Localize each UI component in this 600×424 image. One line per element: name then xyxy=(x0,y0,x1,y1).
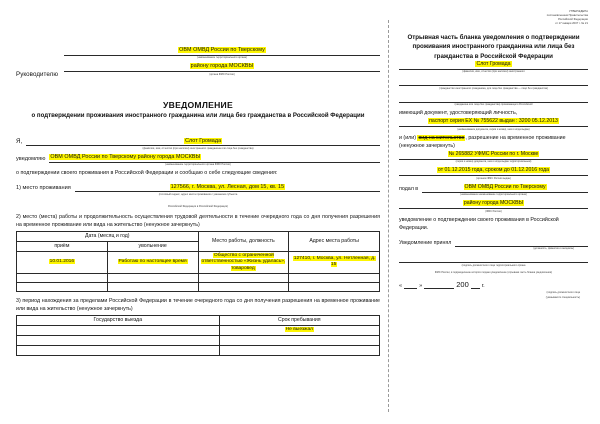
work-hire-cell[interactable] xyxy=(17,251,108,273)
work-address-value: 127410, г. Москва, ул. Нетленная, д. 15 xyxy=(293,256,376,268)
submitted-district-line[interactable] xyxy=(399,200,588,209)
title-subtitle: о подтверждении проживания иностранного гражданина или лица без гражданства в Российской Федерации xyxy=(31,111,365,119)
work-empty-cell[interactable] xyxy=(198,274,289,283)
work-empty-cell[interactable] xyxy=(198,283,289,292)
tear-off-part xyxy=(389,8,594,418)
confirmation-statement: о подтверждении своего проживания в Российской Федерации и сообщаю о себе следующие сведения: xyxy=(16,170,278,177)
document-columns xyxy=(6,8,594,418)
residence-line[interactable] xyxy=(75,183,380,193)
date-quote-open: « xyxy=(399,283,403,290)
permit-prefix: и (или) xyxy=(399,134,418,141)
work-table xyxy=(16,231,380,292)
approval-line-1: УТВЕРЖДЕНА xyxy=(569,10,588,13)
residence-row xyxy=(16,183,380,193)
addressee-district-line[interactable] xyxy=(64,62,380,72)
work-section-heading: 2) место (места) работы и продолжительность осуществления трудовой деятельности в течение очередного года со дня получения разрешения на временное проживание или вида на жительство (ненужное зачеркнуть) xyxy=(16,213,380,229)
addressee-district-value: району города МОСКВЫ xyxy=(190,63,254,70)
official-signature-line[interactable] xyxy=(399,254,588,263)
work-fire-value: Работаю по настоящее время xyxy=(118,259,187,265)
submitted-to-caption: (наименование наименование территориального органа) xyxy=(460,193,527,197)
submitted-to-line[interactable] xyxy=(422,184,588,193)
date-month-field[interactable] xyxy=(424,288,454,289)
work-address-cell[interactable] xyxy=(289,251,380,273)
work-hire-header: приём xyxy=(17,242,108,252)
addressee-block xyxy=(16,46,380,79)
applicant-name-line[interactable] xyxy=(26,137,380,147)
work-place-value: Общество с ограниченной ответственностью «Жизнь удалась», товаровед xyxy=(201,252,286,271)
tear-off-name-caption: (фамилия, имя, отчество (при наличии) иностранного xyxy=(462,70,525,74)
abroad-table-head xyxy=(17,316,380,326)
tear-off-extra-caption: гражданина или лица без гражданства) проживающего Российской xyxy=(454,103,533,107)
work-place-header: Место работы, должность xyxy=(198,232,289,252)
abroad-table-header-row xyxy=(17,316,380,326)
residence-value: 127566, г. Москва, ул. Лесная, дом 15, кв. 15 xyxy=(170,183,285,190)
date-year-field[interactable] xyxy=(471,288,480,289)
work-table-head xyxy=(17,232,380,252)
passport-caption: (наименование документа, серия и номер, кем и когда выдан) xyxy=(457,127,530,131)
accepted-by-line[interactable] xyxy=(455,238,588,247)
work-table-header-row-1 xyxy=(17,232,380,242)
date-row xyxy=(399,280,588,289)
permit-number-value: № 265882 УФМС России по г. Москве xyxy=(448,150,539,157)
tear-off-extra-line[interactable] xyxy=(399,94,588,103)
abroad-empty-cell[interactable] xyxy=(17,336,220,346)
table-row[interactable] xyxy=(17,326,380,336)
submitted-to-value: ОВМ ОМВД России по Тверскому xyxy=(464,183,546,190)
page-title xyxy=(16,100,380,121)
accepted-by-label: Уведомление принял xyxy=(399,239,452,246)
addressee-fields xyxy=(64,46,380,79)
approval-line-3: Российской Федерации xyxy=(558,17,588,21)
permit-suffix: , разрешение на временное проживание (ненужное зачеркнуть) xyxy=(399,134,566,149)
table-row[interactable] xyxy=(17,336,380,346)
official-signature-caption-2: ФМС России, в подразделение которого подано уведомление (отрывная часть бланка уведомления) xyxy=(434,270,553,274)
abroad-empty-cell[interactable] xyxy=(219,346,379,356)
abroad-table xyxy=(16,315,380,356)
tear-off-name-value: Слот Громада xyxy=(476,60,511,67)
work-hire-value: 10.01.2016 xyxy=(49,259,75,265)
tear-off-title: Отрывная часть бланка уведомления о подтверждении проживания иностранного гражданина или лица без гражданства в Российской Федерации xyxy=(407,33,580,60)
notify-org-caption: (наименование территориального органа ФМС России) xyxy=(165,163,231,167)
work-address-header: Адрес места работы xyxy=(289,232,380,252)
applicant-name-value: Слот Громада xyxy=(185,137,222,144)
permit-term-line[interactable] xyxy=(399,167,588,175)
applicant-name-caption: (фамилия, имя, отчество (при наличии) иностранного гражданина или лица без гражданства) xyxy=(142,146,254,150)
abroad-empty-cell[interactable] xyxy=(219,336,379,346)
permit-text xyxy=(399,135,588,151)
submitted-to-row xyxy=(399,184,588,193)
addressee-district-caption: (органа ФМС России) xyxy=(209,72,235,76)
work-empty-cell[interactable] xyxy=(17,274,108,283)
notify-org-label: уведомляю xyxy=(16,155,46,162)
permit-number-line[interactable] xyxy=(399,151,588,159)
residence-caption: (почтовый индекс, адрес места проживания с указанием субъекта xyxy=(158,192,238,196)
work-empty-cell[interactable] xyxy=(289,274,380,283)
permit-number-caption: (серия и номер документа, кем и когда выдан территориальным) xyxy=(455,160,532,164)
title-main: УВЕДОМЛЕНИЕ xyxy=(163,99,233,110)
work-empty-cell[interactable] xyxy=(107,274,198,283)
stamp-caption-1: (подпись должностного лица xyxy=(546,291,580,295)
date-day-field[interactable] xyxy=(404,288,417,289)
notify-org-row xyxy=(16,153,380,163)
submitted-to-label: подал в xyxy=(399,185,419,192)
accepted-by-row xyxy=(399,238,588,247)
work-empty-cell[interactable] xyxy=(289,283,380,292)
work-fire-header: увольнение xyxy=(107,242,198,252)
applicant-name-row xyxy=(16,137,380,147)
abroad-term-cell[interactable] xyxy=(219,326,379,336)
permit-term-caption: (органом ФМС России выдан) xyxy=(476,176,511,180)
work-table-body xyxy=(17,251,380,291)
work-fire-cell[interactable] xyxy=(107,251,198,273)
permit-struck-option: вид на жительство xyxy=(418,134,465,141)
work-empty-cell[interactable] xyxy=(17,283,108,292)
passport-value: паспорт серия ЕХ № 755622 выдан : 3200 05.12.2013 xyxy=(429,118,558,125)
date-year-prefix: 200 xyxy=(456,280,469,290)
date-year-suffix: г. xyxy=(481,283,485,290)
notification-main-part xyxy=(6,8,388,418)
abroad-state-header: Государство выезда xyxy=(17,316,220,326)
notify-org-line[interactable] xyxy=(49,153,380,163)
accepted-by-caption: (должность, фамилия и инициалы) xyxy=(533,247,574,251)
tear-off-citizenship-caption: (гражданство иностранного гражданина, для лица без гражданства — лицо без гражданства) xyxy=(439,86,548,90)
passport-line[interactable] xyxy=(399,118,588,126)
identity-doc-text: имеющий документ, удостоверяющий личность, xyxy=(399,110,518,117)
residence-label: 1) место проживания xyxy=(16,185,71,192)
table-row[interactable] xyxy=(17,251,380,273)
date-quote-close: » xyxy=(419,283,423,290)
tear-off-citizenship-line[interactable] xyxy=(399,77,588,86)
stamp-caption-2: (указывается специальность) xyxy=(545,296,580,300)
table-row[interactable] xyxy=(17,274,380,283)
final-statement: уведомление о подтверждении своего проживания в Российской Федерации. xyxy=(399,216,559,231)
work-place-cell[interactable] xyxy=(198,251,289,273)
applicant-name-label: Я, xyxy=(16,138,23,146)
approval-line-2: постановлением Правительства xyxy=(546,13,588,17)
submitted-district-caption: (ФМС России) xyxy=(485,209,502,213)
approval-line-4: от 17 января 2007 г. № 21 xyxy=(555,21,588,25)
tear-off-name-line[interactable] xyxy=(399,61,588,70)
addressee-org-caption: (наименование территориального органа) xyxy=(197,56,247,60)
addressee-org-value: ОВМ ОМВД России по Тверскому xyxy=(179,47,265,53)
residence-note: Российской Федерации в Российской Федерации) xyxy=(167,204,229,208)
table-row[interactable] xyxy=(17,283,380,292)
abroad-table-body xyxy=(17,326,380,356)
official-signature-caption: (подпись должностного лица территориального органа xyxy=(461,263,526,267)
addressee-org-line[interactable] xyxy=(64,46,380,56)
table-row[interactable] xyxy=(17,346,380,356)
notify-org-value: ОВМ ОМВД России по Тверскому району города МОСКВЫ xyxy=(50,154,201,161)
permit-term-value: от 01.12.2015 года, сроком до 01.12.2016 года xyxy=(437,167,550,174)
work-date-group-header: Дата (месяц и год) xyxy=(17,232,199,242)
submitted-district-value: району города МОСКВЫ xyxy=(463,200,524,207)
abroad-term-value: Не выезжал xyxy=(285,327,314,333)
approval-stamp xyxy=(399,10,588,26)
addressee-label: Руководителю xyxy=(16,70,59,78)
abroad-section-heading: 3) период нахождения за пределами Российской Федерации в течение очередного года со дня получения разрешения на временное проживание или вида на жительство (ненужное зачеркнуть) xyxy=(16,298,380,313)
abroad-term-header: Срок пребывания xyxy=(219,316,379,326)
abroad-state-cell[interactable] xyxy=(17,326,220,336)
work-empty-cell[interactable] xyxy=(107,283,198,292)
abroad-empty-cell[interactable] xyxy=(17,346,220,356)
